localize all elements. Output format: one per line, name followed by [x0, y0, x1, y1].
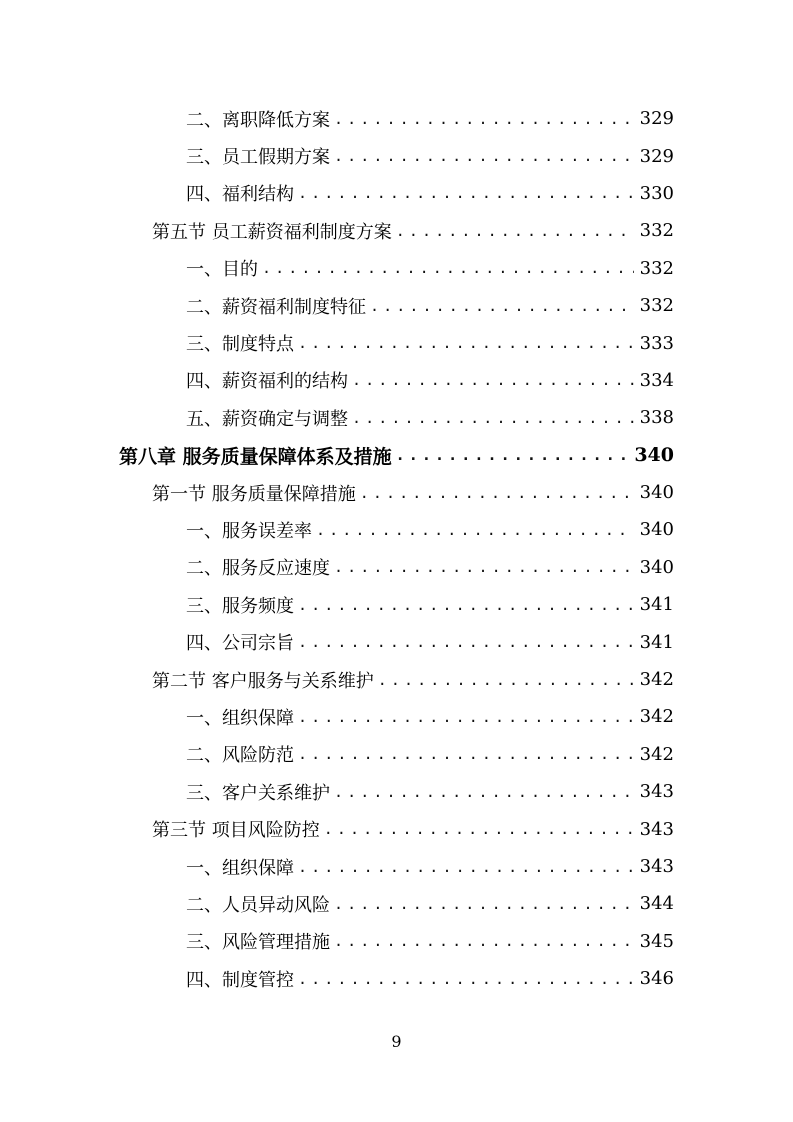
toc-entry-page: 341 [639, 631, 674, 653]
toc-entry-item[interactable] [0, 287, 793, 324]
dot-leader [378, 671, 634, 689]
dot-leader [352, 409, 634, 427]
toc-entry-item[interactable] [0, 399, 793, 436]
toc-entry-title: 二、离职降低方案 [186, 109, 330, 131]
dot-leader [316, 521, 634, 539]
toc-entry-item[interactable] [0, 250, 793, 287]
toc-entry-title: 第三节 项目风险防控 [152, 820, 320, 842]
dot-leader [298, 858, 634, 876]
toc-entry-page: 332 [639, 295, 674, 317]
toc-entry-item[interactable] [0, 885, 793, 922]
toc-entry-item[interactable] [0, 362, 793, 399]
toc-entry-title: 三、风险管理措施 [186, 932, 330, 954]
toc-entry-page: 346 [639, 968, 674, 990]
dot-leader [360, 484, 634, 502]
toc-entry-title: 四、公司宗旨 [186, 633, 294, 655]
toc-entry-page: 343 [639, 781, 674, 803]
toc-entry-title: 三、制度特点 [186, 334, 294, 356]
toc-entry-title: 二、风险防范 [186, 745, 294, 767]
toc-entry-item[interactable] [0, 698, 793, 735]
toc-entry-title: 一、服务误差率 [186, 520, 312, 542]
toc-entry-page: 329 [639, 145, 674, 167]
toc-entry-page: 329 [639, 108, 674, 130]
toc-entry-title: 四、制度管控 [186, 969, 294, 991]
toc-entry-title: 三、服务频度 [186, 595, 294, 617]
toc-entry-page: 342 [639, 706, 674, 728]
toc-entry-page: 332 [639, 220, 674, 242]
dot-leader [334, 147, 634, 165]
toc-entry-page: 342 [639, 669, 674, 691]
toc-entry-title: 一、组织保障 [186, 707, 294, 729]
toc-entry-page: 340 [639, 482, 674, 504]
dot-leader [334, 110, 634, 128]
dot-leader [262, 259, 634, 277]
dot-leader [370, 297, 634, 315]
toc-entry-page: 340 [639, 556, 674, 578]
dot-leader [298, 970, 634, 988]
dot-leader [324, 820, 634, 838]
toc-entry-page: 334 [639, 369, 674, 391]
toc-entry-section[interactable] [0, 212, 793, 249]
toc-entry-title: 第一节 服务质量保障措施 [152, 483, 356, 505]
toc-entry-item[interactable] [0, 923, 793, 960]
toc-entry-title: 二、薪资福利制度特征 [186, 296, 366, 318]
toc-entry-item[interactable] [0, 137, 793, 174]
toc-entry-page: 343 [639, 856, 674, 877]
toc-entry-page: 333 [639, 332, 674, 354]
toc-entry-title: 二、人员异动风险 [186, 894, 330, 916]
toc-entry-page: 340 [634, 444, 674, 467]
toc-entry-section[interactable] [0, 474, 793, 511]
toc-entry-title: 一、目的 [186, 259, 258, 281]
toc-entry-item[interactable] [0, 511, 793, 548]
toc-entry-page: 343 [639, 818, 674, 840]
dot-leader [298, 596, 634, 614]
toc-entry-page: 344 [639, 893, 674, 915]
toc-entry-title: 二、服务反应速度 [186, 558, 330, 580]
toc-entry-page: 338 [639, 407, 674, 429]
toc-entry-section[interactable] [0, 810, 793, 847]
toc-entry-page: 345 [639, 930, 674, 952]
toc-entry-item[interactable] [0, 623, 793, 660]
toc-entry-item[interactable] [0, 100, 793, 137]
toc-entry-page: 330 [639, 182, 674, 204]
toc-entry-chapter[interactable] [0, 437, 793, 474]
dot-leader [334, 895, 634, 913]
dot-leader [298, 334, 634, 352]
toc-entry-title: 第二节 客户服务与关系维护 [152, 670, 374, 692]
dot-leader [396, 446, 629, 464]
toc-entry-item[interactable] [0, 175, 793, 212]
toc-entry-page: 340 [639, 519, 674, 541]
dot-leader [298, 633, 634, 651]
toc-entry-title: 四、福利结构 [186, 184, 294, 206]
toc-entry-title: 三、客户关系维护 [186, 782, 330, 804]
toc-entry-page: 342 [639, 743, 674, 765]
toc-entry-title: 五、薪资确定与调整 [186, 408, 348, 430]
dot-leader [334, 932, 634, 950]
toc-entry-item[interactable] [0, 848, 793, 885]
toc-entry-page: 332 [639, 257, 674, 279]
toc-entry-item[interactable] [0, 586, 793, 623]
dot-leader [298, 745, 634, 763]
toc-entry-title: 一、组织保障 [186, 857, 294, 879]
toc-entry-title: 第五节 员工薪资福利制度方案 [152, 221, 392, 243]
dot-leader [298, 184, 634, 202]
table-of-contents [0, 100, 793, 997]
toc-entry-title: 三、员工假期方案 [186, 147, 330, 169]
toc-entry-title: 四、薪资福利的结构 [186, 371, 348, 393]
toc-entry-item[interactable] [0, 736, 793, 773]
toc-entry-page: 341 [639, 594, 674, 616]
dot-leader [298, 708, 634, 726]
dot-leader [352, 371, 634, 389]
page-number: 9 [391, 1032, 402, 1051]
toc-entry-section[interactable] [0, 661, 793, 698]
toc-entry-item[interactable] [0, 549, 793, 586]
toc-entry-item[interactable] [0, 773, 793, 810]
dot-leader [396, 222, 634, 240]
toc-entry-title: 第八章 服务质量保障体系及措施 [119, 445, 392, 468]
toc-entry-item[interactable] [0, 960, 793, 997]
dot-leader [334, 558, 634, 576]
dot-leader [334, 783, 634, 801]
toc-entry-item[interactable] [0, 324, 793, 361]
